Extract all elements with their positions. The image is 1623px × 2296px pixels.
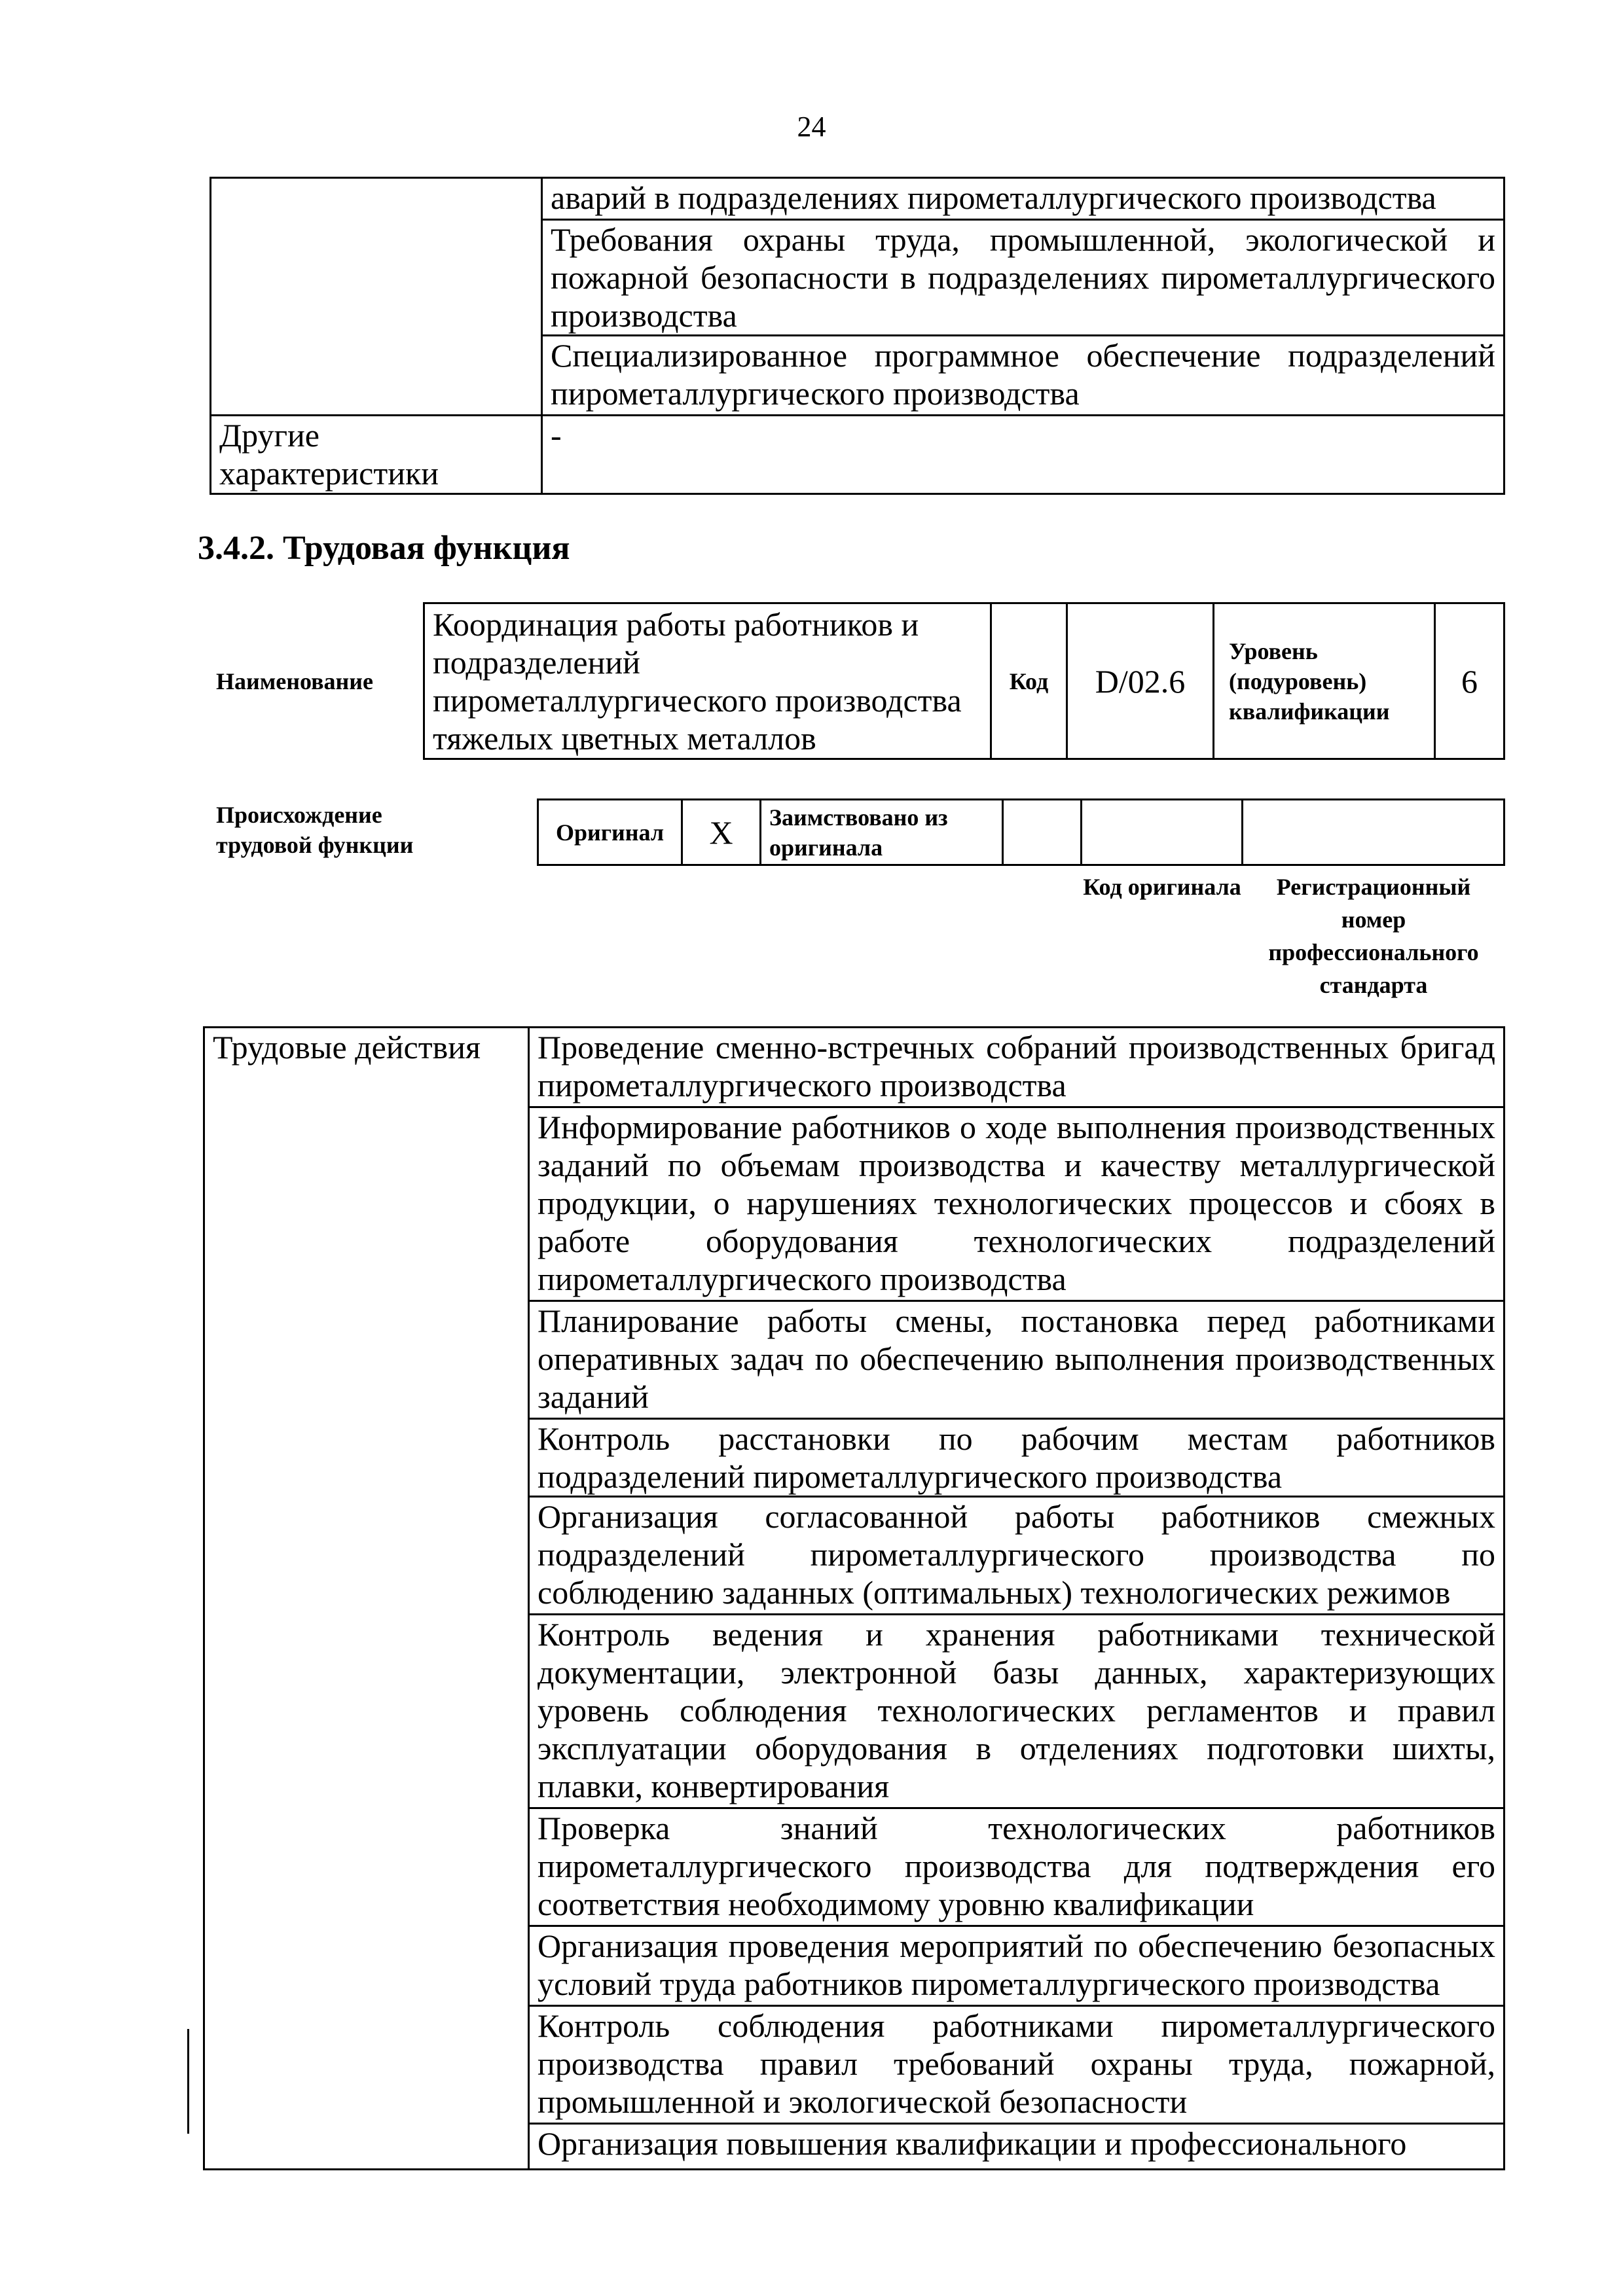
section-heading: 3.4.2. Трудовая функция <box>198 529 570 567</box>
top-table-row-1: аварий в подразделениях пирометаллургического производства <box>542 178 1504 220</box>
top-characteristics-table <box>210 177 1505 495</box>
original-label: Оригинал <box>538 800 682 865</box>
code-caption: Код оригинала <box>1083 874 1241 900</box>
labor-action-10: Организация повышения квалификации и профессионального <box>529 2124 1504 2170</box>
origin-label: Происхождение трудовой функции <box>216 802 414 858</box>
labor-action-3: Планирование работы смены, постановка перед работниками оперативных задач по обеспечению выполнения производственных заданий <box>529 1301 1504 1419</box>
code-label: Код <box>991 603 1067 759</box>
labor-action-7: Проверка знаний технологических работников пирометаллургического производства для подтверждения его соответствия необходимому уровню квалификации <box>529 1808 1504 1926</box>
page-number: 24 <box>797 111 826 143</box>
origin-table <box>537 798 1505 866</box>
code-value: D/02.6 <box>1067 603 1214 759</box>
registration-caption: Регистрационный номер профессионального стандарта <box>1268 874 1479 998</box>
labor-action-5: Организация согласованной работы работников смежных подразделений пирометаллургического производства по соблюдению заданных (оптимальных) технологических режимов <box>529 1497 1504 1615</box>
function-table <box>423 602 1505 760</box>
left-margin-line <box>187 2029 189 2134</box>
top-table-empty-label-cell <box>211 178 542 416</box>
other-characteristics-label: Другие характеристики <box>211 416 542 494</box>
registration-number-cell <box>1243 800 1504 865</box>
level-label: Уровень (подуровень) квалификации <box>1214 603 1435 759</box>
labor-actions-table <box>203 1026 1505 2170</box>
top-table-row-3: Специализированное программное обеспечение подразделений пирометаллургического производства <box>542 336 1504 416</box>
labor-action-9: Контроль соблюдения работниками пирометаллургического производства правил требований охраны труда, пожарной, промышленной и экологической безопасности <box>529 2006 1504 2124</box>
other-characteristics-value: - <box>542 416 1504 494</box>
labor-action-2: Информирование работников о ходе выполнения производственных заданий по объемам производства и качеству металлургической продукции, о нарушениях технологических процессов и сбоях в работе оборудования технологических подразделений пирометаллургического производства <box>529 1107 1504 1301</box>
level-value: 6 <box>1435 603 1504 759</box>
labor-action-1: Проведение сменно-встречных собраний производственных бригад пирометаллургического производства <box>529 1028 1504 1107</box>
function-name-value: Координация работы работников и подразделений пирометаллургического производства тяжелых цветных металлов <box>424 603 991 759</box>
original-mark: X <box>682 800 761 865</box>
name-label: Наименование <box>216 668 373 694</box>
labor-action-8: Организация проведения мероприятий по обеспечению безопасных условий труда работников пирометаллургического производства <box>529 1926 1504 2006</box>
original-code-cell <box>1082 800 1243 865</box>
borrowed-label: Заимствовано из оригинала <box>761 800 1003 865</box>
labor-action-4: Контроль расстановки по рабочим местам работников подразделений пирометаллургического производства <box>529 1419 1504 1497</box>
labor-action-6: Контроль ведения и хранения работниками технической документации, электронной базы данных, характеризующих уровень соблюдения технологических регламентов и правил эксплуатации оборудования в отделениях подготовки шихты, плавки, конвертирования <box>529 1615 1504 1808</box>
top-table-row-2: Требования охраны труда, промышленной, экологической и пожарной безопасности в подразделениях пирометаллургического производства <box>542 220 1504 336</box>
borrowed-empty-cell <box>1003 800 1082 865</box>
labor-actions-label: Трудовые действия <box>204 1028 529 2170</box>
